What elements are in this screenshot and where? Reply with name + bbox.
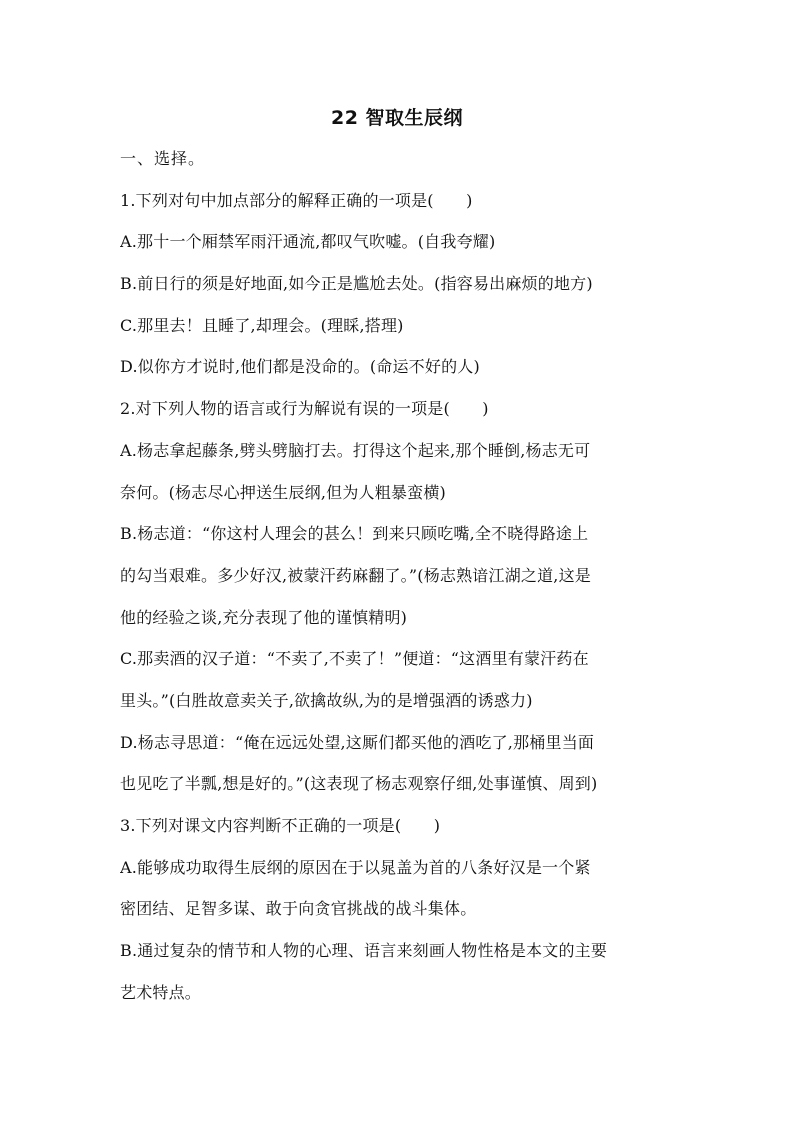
question-2-option-a-line-2: 奈何。(杨志尽心押送生辰纲,但为人粗暴蛮横): [120, 482, 446, 502]
question-1-option-d: D.似你方才说时,他们都是没命的。(命运不好的人): [120, 357, 480, 377]
question-3-option-b-line-2: 艺术特点。: [120, 982, 202, 1002]
question-1-option-a: A.那十一个厢禁军雨汗通流,都叹气吹嘘。(自我夸耀): [120, 232, 496, 252]
question-3-option-a-line-2: 密团结、足智多谋、敢于向贪官挑战的战斗集体。: [120, 899, 477, 919]
question-1-option-b: B.前日行的须是好地面,如今正是尴尬去处。(指容易出麻烦的地方): [120, 274, 593, 294]
question-3-stem: 3.下列对课文内容判断不正确的一项是( ): [120, 816, 441, 835]
question-2-option-b-line-3: 他的经验之谈,充分表现了他的谨慎精明): [120, 607, 408, 627]
question-1-stem: 1.下列对句中加点部分的解释正确的一项是( ): [120, 190, 473, 210]
question-2-option-c-line-1: C.那卖酒的汉子道：“不卖了,不卖了！”便道：“这酒里有蒙汗药在: [120, 649, 589, 669]
question-2-option-d-line-2: 也见吃了半瓢,想是好的。”(这表现了杨志观察仔细,处事谨慎、周到): [120, 774, 598, 794]
question-2-option-c-line-2: 里头。”(白胜故意卖关子,欲擒故纵,为的是增强酒的诱惑力): [120, 690, 533, 710]
question-3-option-b-line-1: B.通过复杂的情节和人物的心理、语言来刻画人物性格是本文的主要: [120, 941, 608, 961]
question-2-option-b-line-1: B.杨志道：“你这村人理会的甚么！到来只顾吃嘴,全不晓得路途上: [120, 524, 589, 544]
document-title: 22 智取生辰纲: [330, 107, 464, 129]
question-2-option-a-line-1: A.杨志拿起藤条,劈头劈脑打去。打得这个起来,那个睡倒,杨志无可: [120, 440, 591, 460]
question-3-option-a-line-1: A.能够成功取得生辰纲的原因在于以晁盖为首的八条好汉是一个紧: [120, 857, 591, 877]
document-body: [120, 145, 680, 1020]
question-1-option-c: C.那里去！且睡了,却理会。(理睬,搭理): [120, 315, 404, 335]
question-2-option-b-line-2: 的勾当艰难。多少好汉,被蒙汗药麻翻了。”(杨志熟谙江湖之道,这是: [120, 565, 591, 585]
question-2-option-d-line-1: D.杨志寻思道：“俺在远远处望,这厮们都买他的酒吃了,那桶里当面: [120, 732, 595, 752]
section-heading: 一、选择。: [120, 149, 206, 168]
question-2-stem: 2.对下列人物的语言或行为解说有误的一项是( ): [120, 399, 489, 419]
